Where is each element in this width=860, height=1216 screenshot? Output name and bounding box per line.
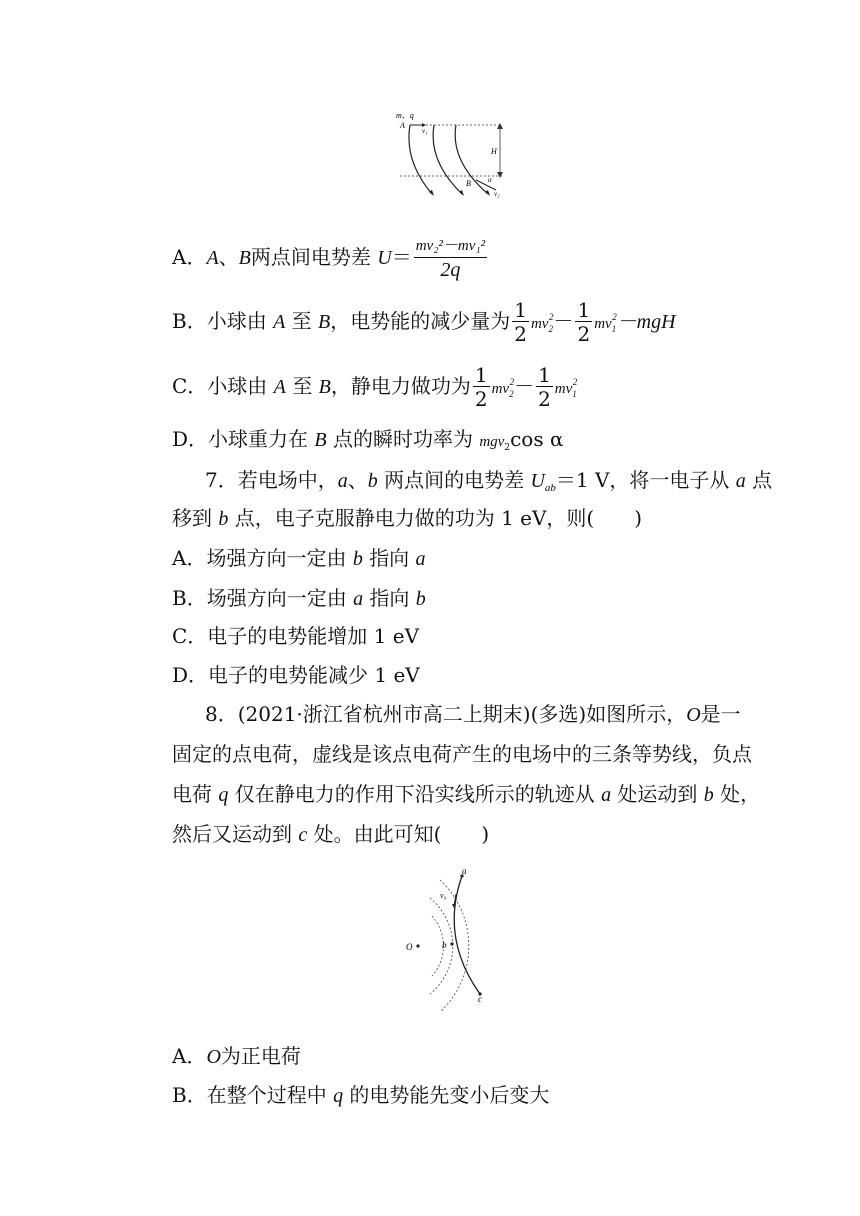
text: 是一 — [700, 702, 741, 726]
label-A: A — [400, 121, 405, 130]
q8-line-1 — [205, 700, 741, 729]
q8-option-b — [172, 1081, 549, 1110]
fraction-half: $\frac{1}{2}$ — [514, 298, 527, 346]
fraction-potential-difference — [414, 235, 487, 282]
q6-option-b: B．小球由 A 至 B，电势能的减少量为 $\frac{1}{2}$ $mv_2^2-$ $\frac{1}{2}$ $mv_1^2-mgH$ — [172, 298, 676, 346]
option-prefix: D．小球重力在 — [172, 427, 315, 451]
label-alpha: α — [488, 176, 492, 184]
label-v2: v₂ — [494, 190, 500, 198]
option-prefix: A． — [172, 245, 207, 269]
point-a: a — [735, 470, 746, 492]
fraction-denominator: 2q — [440, 259, 461, 281]
label-v1: v₁ — [422, 127, 428, 135]
label-mq: m、q — [396, 111, 414, 120]
option-text: 点的瞬时功率为 — [326, 427, 480, 451]
symbol-u: U — [377, 247, 392, 269]
fraction-half: $\frac{1}{2}$ — [474, 363, 488, 411]
symbol-q: q — [218, 784, 229, 806]
text: 处运动到 — [611, 782, 704, 806]
fraction-numerator: mv₂²－mv₁² — [414, 235, 487, 258]
point-b: b — [367, 470, 378, 492]
label-v0: v₀ — [440, 891, 447, 900]
text: ＝1 V，将一电子从 — [555, 468, 736, 492]
point-a: a — [415, 548, 426, 570]
point-b: b — [352, 548, 363, 570]
option-connector: 至 — [285, 309, 318, 333]
option-text: 两点间电势差 — [250, 245, 378, 269]
text: 仅在静电力的作用下沿实线所示的轨迹从 — [228, 782, 602, 806]
point-a: a — [601, 784, 612, 806]
point-c: c — [298, 824, 308, 846]
term-mv2-squared: $mv_2^2$ — [491, 377, 515, 399]
point-a: A — [273, 311, 286, 333]
q6-option-a — [172, 232, 489, 283]
point-b: b — [703, 784, 714, 806]
point-a: A — [273, 376, 286, 398]
option-text: 的电势能先变小后变大 — [343, 1083, 550, 1107]
option-connector: 指向 — [363, 586, 416, 610]
text: 移到 — [172, 506, 219, 530]
symbol-u-subscript: ab — [544, 482, 556, 494]
label-c: c — [478, 994, 482, 1004]
q7-option-a — [172, 544, 426, 573]
q7-option-d: D．电子的电势能减少 1 eV — [172, 663, 420, 687]
q8-option-a — [172, 1042, 301, 1071]
option-prefix: A． — [172, 1044, 207, 1068]
q7-line-1 — [205, 466, 772, 502]
equals-sign: ＝ — [391, 245, 412, 269]
term-mv1-squared: $mv_1^2$ — [554, 377, 578, 399]
term-mv2-squared: $mv_2^2$ — [530, 312, 554, 334]
term-mv1-squared: $mv_1^2$ — [594, 312, 617, 334]
option-prefix: B．小球由 — [172, 309, 274, 333]
q6-option-d — [172, 425, 563, 462]
option-text: ，电势能的减少量为 — [330, 309, 511, 333]
q8-line-2: 固定的点电荷，虚线是该点电荷产生的电场中的三条等势线，负点 — [172, 742, 752, 766]
point-o: O — [686, 704, 701, 726]
text: 处。由此可知( ) — [307, 822, 490, 846]
label-b: b — [442, 940, 447, 950]
text: 8．(2021·浙江省杭州市高二上期末)(多选)如图所示， — [205, 702, 687, 726]
symbol-u: U — [530, 470, 545, 492]
point-b: b — [415, 588, 426, 610]
q7-option-c: C．电子的电势能增加 1 eV — [172, 624, 420, 648]
option-connector: 至 — [285, 374, 319, 398]
option-prefix: C．小球由 — [172, 374, 274, 398]
option-prefix: A．场强方向一定由 — [172, 546, 353, 570]
label-H: H — [491, 147, 497, 156]
text: 7．若电场中， — [205, 468, 338, 492]
text: 处， — [713, 782, 761, 806]
point-b: b — [218, 508, 229, 530]
point-a: a — [353, 588, 364, 610]
option-prefix: B．在整个过程中 — [172, 1083, 334, 1107]
text: 电荷 — [172, 782, 219, 806]
separator: 、 — [218, 245, 239, 269]
fraction-half: $\frac{1}{2}$ — [538, 363, 551, 411]
q8-line-3 — [172, 780, 760, 809]
q7-option-b — [172, 584, 426, 613]
point-b: B — [318, 376, 331, 398]
symbol-q: q — [333, 1085, 344, 1107]
text: 然后又运动到 — [172, 822, 299, 846]
option-prefix: B．场强方向一定由 — [172, 586, 354, 610]
q6-option-c: C．小球由 A 至 B，静电力做功为 $\frac{1}{2}$ $mv_2^2-$ $\frac{1}{2}$ $mv_1^2$ — [172, 363, 578, 411]
term-mgh: －mgH — [616, 311, 676, 333]
formula-subscript: 2 — [504, 443, 511, 453]
option-text: 为正电荷 — [220, 1044, 301, 1068]
figure-trajectory-diagram — [392, 106, 512, 200]
formula-mgv: mgv — [479, 434, 505, 450]
label-O: O — [406, 942, 413, 952]
text: 两点间的电势差 — [377, 468, 531, 492]
text: 点 — [745, 468, 773, 492]
option-text: ，静电力做功为 — [330, 374, 471, 398]
point-a: A — [206, 247, 219, 269]
fraction-half: $\frac{1}{2}$ — [577, 298, 591, 346]
q8-line-4 — [172, 820, 489, 849]
separator: 、 — [347, 468, 368, 492]
text: 点，电子克服静电力做的功为 1 eV，则( ) — [228, 506, 643, 530]
figure-equipotential-diagram — [400, 866, 520, 1016]
point-b: B — [238, 247, 251, 269]
option-connector: 指向 — [362, 546, 416, 570]
label-a: a — [462, 866, 467, 876]
formula-cos: cos α — [510, 427, 564, 451]
point-b: B — [318, 311, 331, 333]
point-a: a — [337, 470, 348, 492]
point-o: O — [206, 1046, 221, 1068]
label-B: B — [466, 179, 471, 188]
point-b: B — [314, 429, 327, 451]
q7-line-2 — [172, 504, 642, 533]
